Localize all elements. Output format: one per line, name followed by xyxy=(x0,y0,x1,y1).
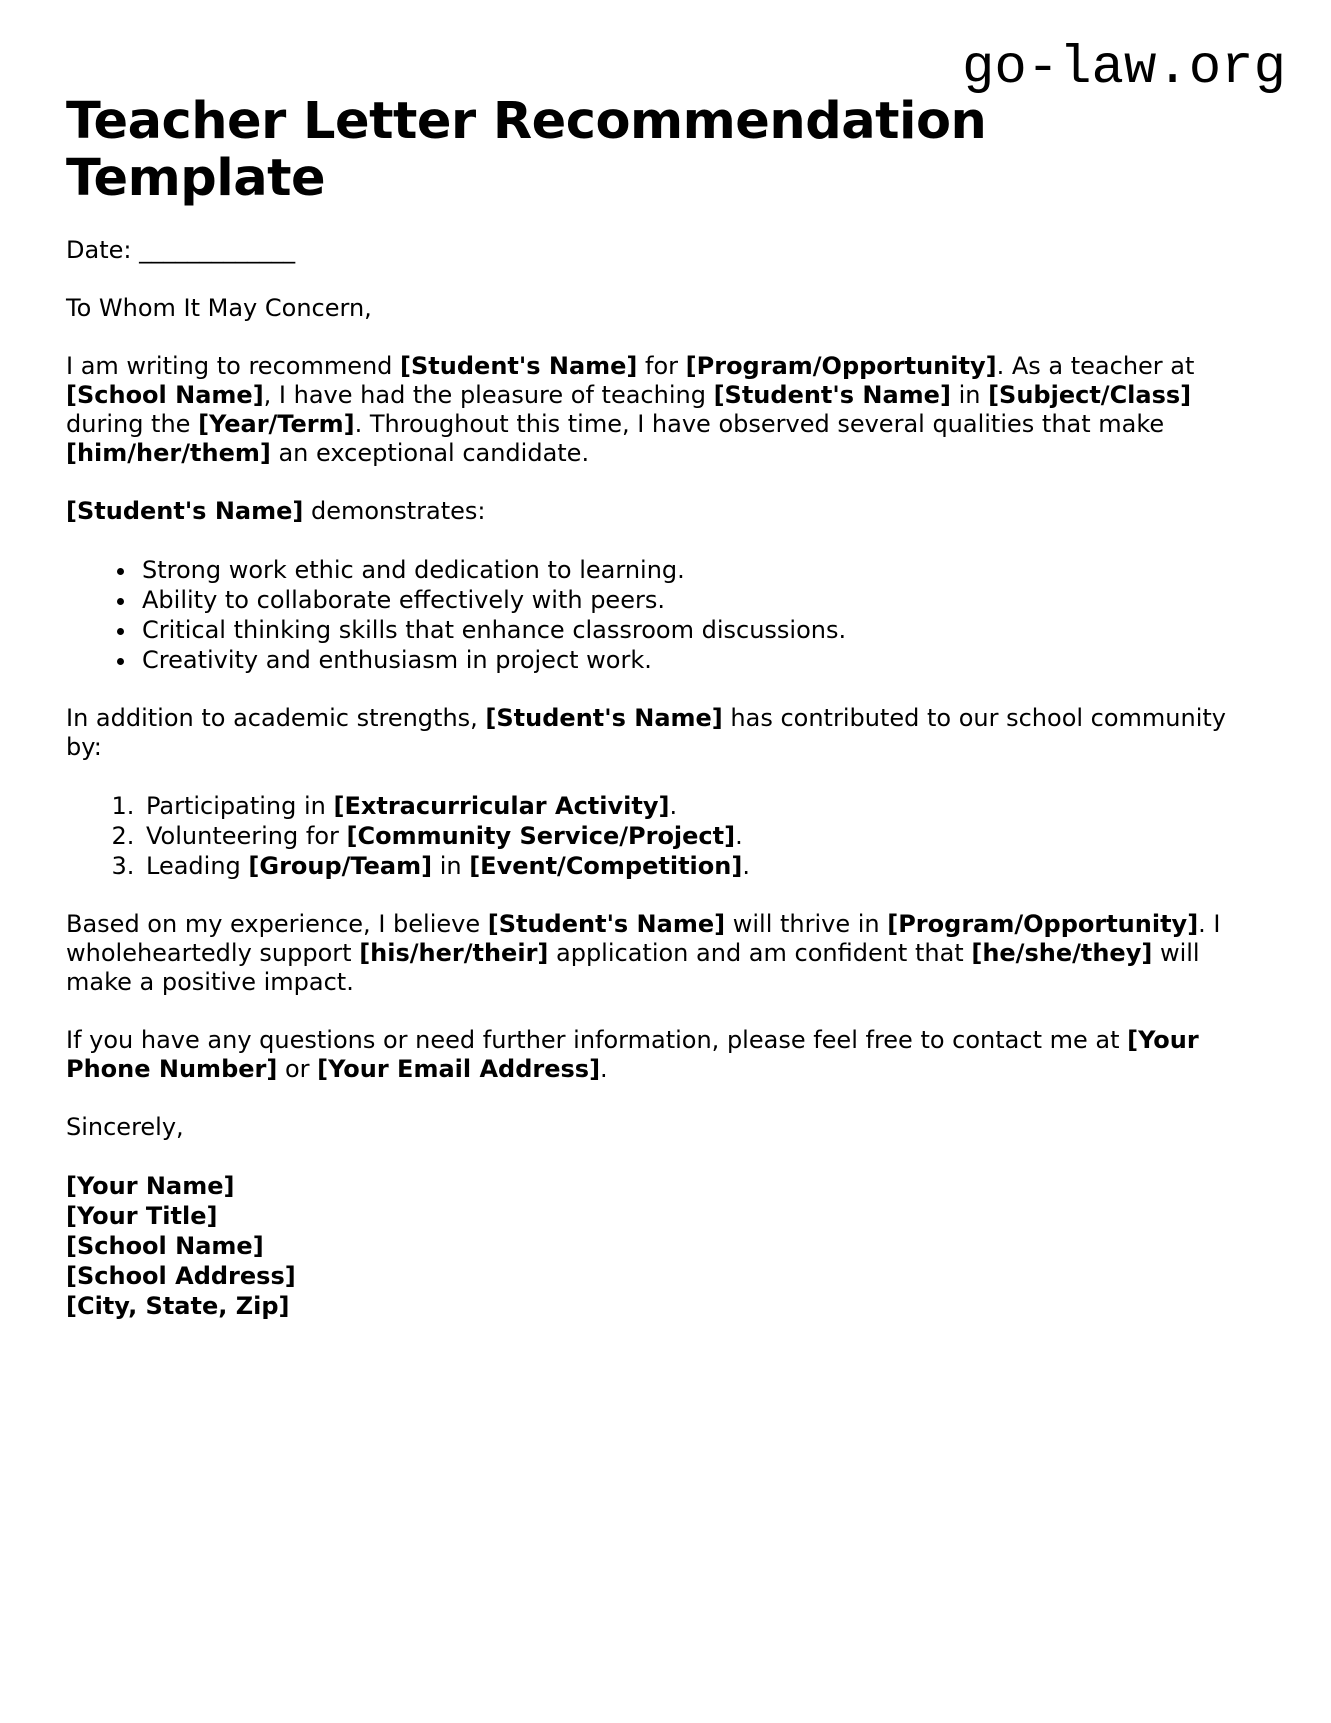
date-label: Date: xyxy=(66,236,132,264)
letter-body xyxy=(66,236,1251,1321)
intro-paragraph: I am writing to recommend [Student's Name] for [Program/Opportunity]. As a teacher at [School Name], I have had the pleasure of teaching [Student's Name] in [Subject/Class] during the [Year/Term]. Throughout this time, I have observed several qualities that make [him/her/them] an exceptional candidate. xyxy=(66,352,1195,467)
site-logo: go-law.org xyxy=(961,38,1286,99)
contribution-item: 3. Leading [Group/Team] in [Event/Competition]. xyxy=(142,851,1251,881)
community-intro-paragraph: In addition to academic strengths, [Student's Name] has contributed to our school community by: xyxy=(66,704,1227,761)
salutation: To Whom It May Concern, xyxy=(66,294,372,322)
contact-paragraph: If you have any questions or need further information, please feel free to contact me at [Your Phone Number] or [Your Email Address]. xyxy=(66,1026,1199,1083)
quality-item: • Ability to collaborate effectively with peers. xyxy=(138,585,1251,615)
signature-title: [Your Title] xyxy=(66,1202,218,1230)
page-title: Teacher Letter Recommendation Template xyxy=(66,92,987,208)
demonstrates-heading: [Student's Name] demonstrates: xyxy=(66,497,486,525)
date-blank-line: _____________ xyxy=(139,236,296,264)
signature-name: [Your Name] xyxy=(66,1172,235,1200)
qualities-list xyxy=(66,555,1251,675)
contribution-item: 2. Volunteering for [Community Service/Project]. xyxy=(142,821,1251,851)
quality-item: • Critical thinking skills that enhance classroom discussions. xyxy=(138,615,1251,645)
date-row xyxy=(66,236,1251,265)
endorsement-paragraph: Based on my experience, I believe [Student's Name] will thrive in [Program/Opportunity]. I wholeheartedly support [his/her/their] application and am confident that [he/she/they] will make a positive impact. xyxy=(66,910,1221,996)
contributions-list xyxy=(66,791,1251,881)
signature-school-name: [School Name] xyxy=(66,1232,264,1260)
signature-school-address: [School Address] xyxy=(66,1262,296,1290)
signature-block xyxy=(66,1171,1251,1321)
signature-city-state-zip: [City, State, Zip] xyxy=(66,1292,290,1320)
quality-item: • Creativity and enthusiasm in project work. xyxy=(138,645,1251,675)
contribution-item: 1. Participating in [Extracurricular Activity]. xyxy=(142,791,1251,821)
quality-item: • Strong work ethic and dedication to learning. xyxy=(138,555,1251,585)
closing: Sincerely, xyxy=(66,1113,184,1141)
